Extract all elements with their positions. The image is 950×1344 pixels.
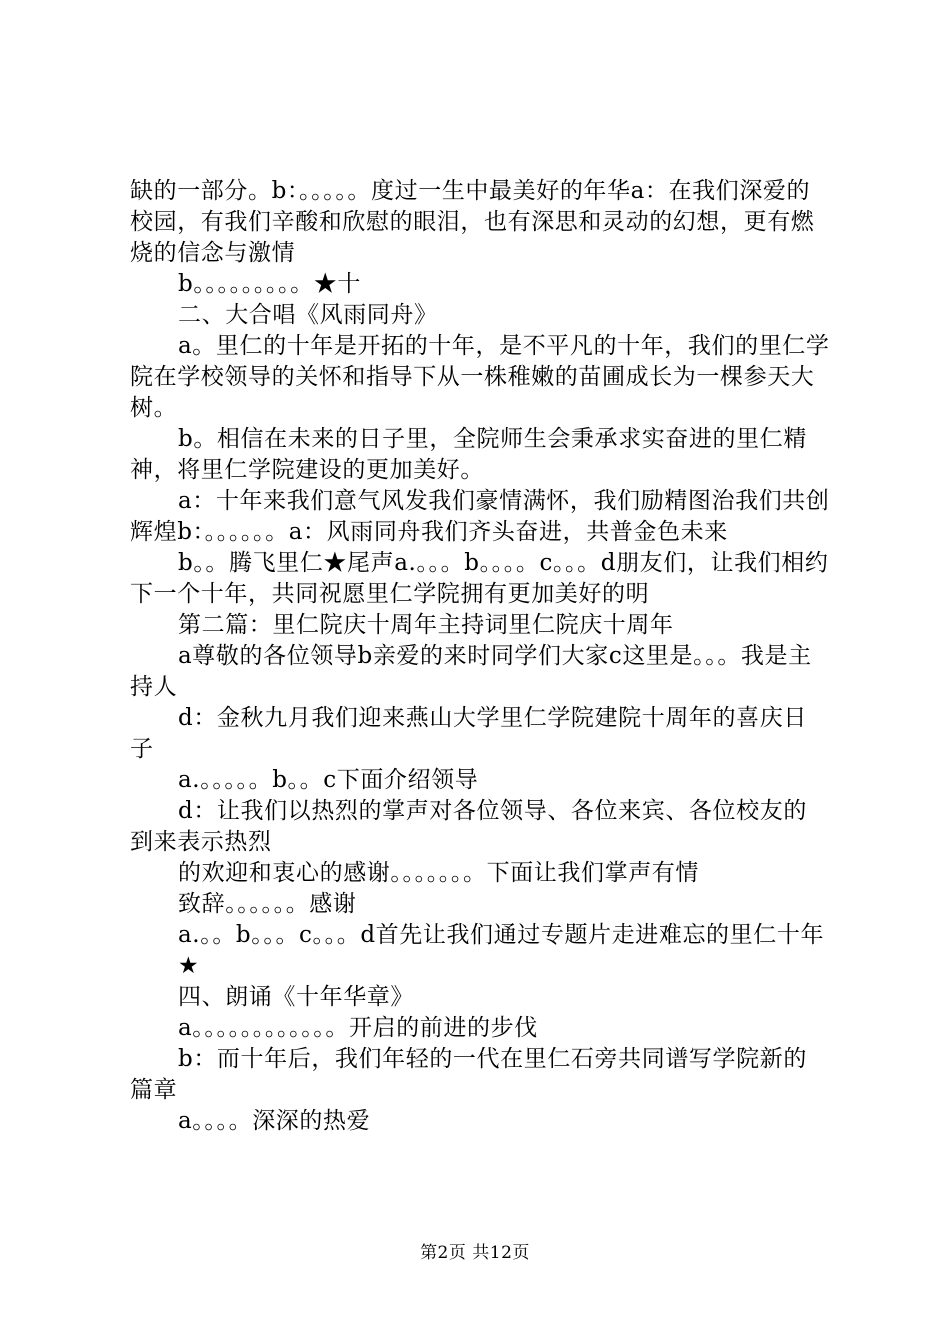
paragraph: 的欢迎和衷心的感谢。。。。。。。下面让我们掌声有情 (178, 860, 699, 886)
section-heading: 二、大合唱《风雨同舟》 (178, 302, 438, 328)
paragraph: 缺的一部分。b：。。。。。度过一生中最美好的年华a：在我们深爱的校园，有我们辛酸和欣慰的眼泪，也有深思和灵动的幻想，更有燃烧的信念与激情 (130, 178, 815, 266)
paragraph: a.。。b。。。c。。。d首先让我们通过专题片走进难忘的里仁十年 (178, 922, 825, 948)
paragraph: a尊敬的各位领导b亲爱的来时同学们大家c这里是。。。我是主持人 (130, 643, 812, 700)
paragraph: b。。腾飞里仁★尾声a.。。。b。。。。c。。。d朋友们，让我们相约下一个十年，共同祝愿里仁学院拥有更加美好的明 (130, 550, 829, 607)
paragraph: b。。。。。。。。。★十 (178, 271, 361, 297)
paragraph: d：让我们以热烈的掌声对各位领导、各位来宾、各位校友的到来表示热烈 (130, 798, 807, 855)
paragraph: a：十年来我们意气风发我们豪情满怀，我们励精图治我们共创辉煌b：。。。。。。a：风雨同舟我们齐头奋进，共普金色未来 (130, 488, 830, 545)
paragraph: b：而十年后，我们年轻的一代在里仁石旁共同谱写学院新的篇章 (130, 1046, 807, 1103)
star-marker: ★ (178, 953, 200, 979)
document-body (130, 176, 830, 1137)
paragraph: a。。。。深深的热爱 (178, 1108, 371, 1134)
paragraph: a.。。。。。b。。c下面介绍领导 (178, 767, 479, 793)
paragraph: a。里仁的十年是开拓的十年，是不平凡的十年，我们的里仁学院在学校领导的关怀和指导下从一株稚嫩的苗圃成长为一棵参天大树。 (130, 333, 830, 421)
paragraph: d：金秋九月我们迎来燕山大学里仁学院建院十周年的喜庆日子 (130, 705, 807, 762)
chapter-title: 第二篇：里仁院庆十周年主持词里仁院庆十周年 (178, 612, 674, 638)
page-number-footer: 第2页 共12页 (420, 1243, 530, 1263)
paragraph: 致辞。。。。。。感谢 (178, 891, 357, 917)
section-heading: 四、朗诵《十年华章》 (178, 984, 414, 1010)
paragraph: a。。。。。。。。。。。。开启的前进的步伐 (178, 1015, 538, 1041)
paragraph: b。相信在未来的日子里，全院师生会秉承求实奋进的里仁精神，将里仁学院建设的更加美好。 (130, 426, 807, 483)
